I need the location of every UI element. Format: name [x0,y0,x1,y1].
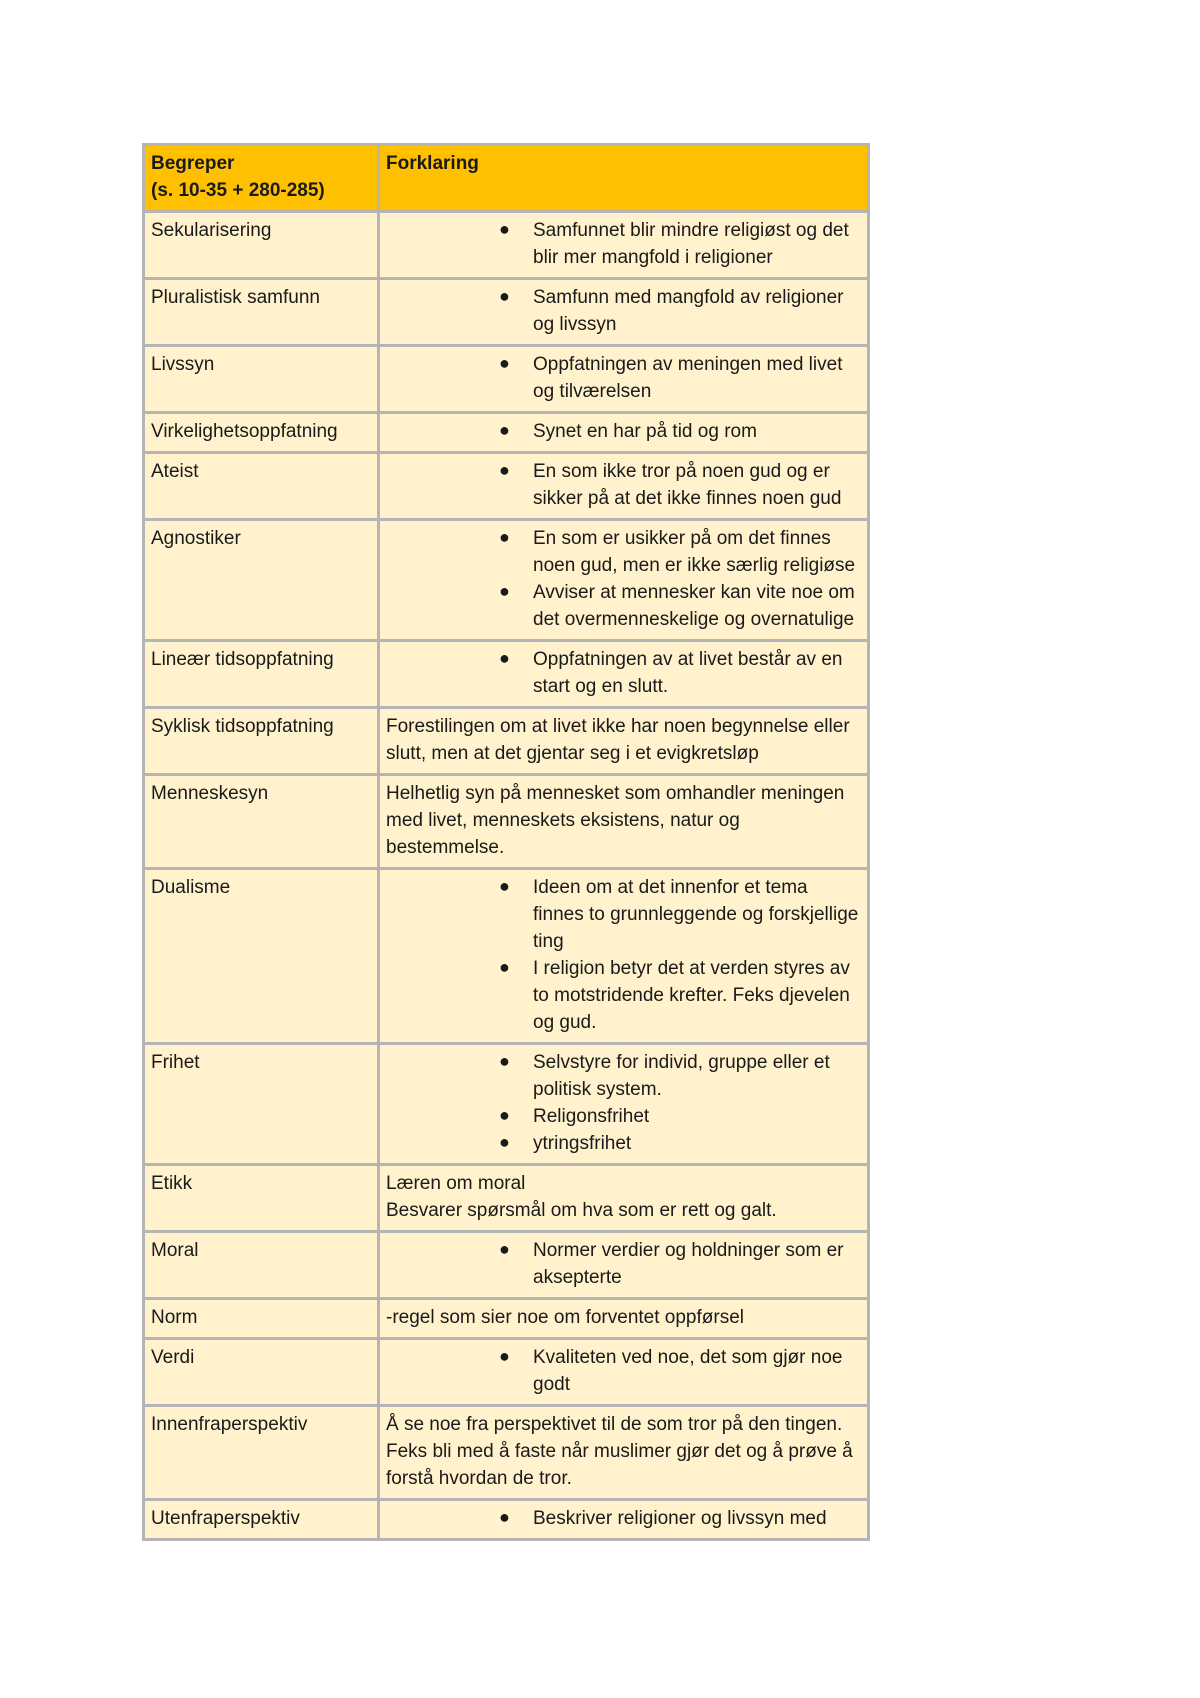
term-label: Livssyn [151,354,215,375]
term-cell [144,1339,379,1406]
bullet-list [386,1344,861,1398]
header-terms-label: Begreper [151,153,235,174]
bullet-list [386,351,861,405]
bullet-icon: ● [499,286,510,306]
term-cell [144,1299,379,1339]
term-cell [144,708,379,775]
explanation-text: Forestilingen om at livet ikke har noen begynnelse eller slutt, men at det gjentar seg i et evigkretsløp [386,716,850,764]
table-row [144,279,869,346]
table-body [144,212,869,1540]
bullet-list [386,418,861,445]
bullet-text: En som er usikker på om det finnes noen gud, men er ikke særlig religiøse [533,528,856,576]
bullet-icon: ● [499,353,510,373]
concepts-table [142,143,870,1541]
bullet-text: Selvstyre for individ, gruppe eller et politisk system. [533,1052,830,1100]
term-cell [144,1500,379,1540]
table-row [144,453,869,520]
bullet-text: Samfunn med mangfold av religioner og livssyn [533,287,844,335]
table-row [144,641,869,708]
term-label: Dualisme [151,877,231,898]
explanation-cell [379,869,869,1044]
bullet-icon: ● [499,876,510,896]
term-cell [144,453,379,520]
table-row [144,520,869,641]
bullet-item [386,579,861,633]
bullet-icon: ● [499,1239,510,1259]
term-cell [144,869,379,1044]
bullet-item [386,1049,861,1103]
bullet-text: I religion betyr det at verden styres av to motstridende krefter. Feks djevelen og gud. [533,958,850,1033]
table-row [144,708,869,775]
term-cell [144,279,379,346]
header-explanation-cell [379,145,869,212]
table-row [144,413,869,453]
explanation-cell [379,346,869,413]
bullet-text: Normer verdier og holdninger som er aksepterte [533,1240,844,1288]
table-row [144,869,869,1044]
bullet-icon: ● [499,420,510,440]
bullet-text: Synet en har på tid og rom [533,421,757,442]
explanation-text: -regel som sier noe om forventet oppførsel [386,1307,744,1328]
term-label: Verdi [151,1347,195,1368]
bullet-text: Oppfatningen av meningen med livet og tilværelsen [533,354,843,402]
bullet-item [386,525,861,579]
explanation-text: Helhetlig syn på mennesket som omhandler meningen med livet, menneskets eksistens, natur og bestemmelse. [386,783,845,858]
explanation-cell [379,1406,869,1500]
bullet-text: Samfunnet blir mindre religiøst og det blir mer mangfold i religioner [533,220,849,268]
bullet-list [386,1505,861,1532]
bullet-text: ytringsfrihet [533,1133,632,1154]
term-label: Pluralistisk samfunn [151,287,320,308]
bullet-item [386,1130,861,1157]
explanation-cell [379,520,869,641]
bullet-list [386,646,861,700]
term-label: Moral [151,1240,199,1261]
explanation-cell [379,1500,869,1540]
bullet-text: Beskriver religioner og livssyn med [533,1508,827,1529]
explanation-cell [379,212,869,279]
term-label: Utenfraperspektiv [151,1508,300,1529]
bullet-item [386,1103,861,1130]
bullet-list [386,874,861,1036]
table-row [144,1500,869,1540]
bullet-item [386,874,861,955]
bullet-icon: ● [499,1346,510,1366]
bullet-text: Avviser at mennesker kan vite noe om det overmenneskelige og overnatulige [533,582,855,630]
bullet-icon: ● [499,219,510,239]
table-row [144,1299,869,1339]
term-cell [144,641,379,708]
header-terms-cell [144,145,379,212]
bullet-icon: ● [499,1105,510,1125]
term-label: Ateist [151,461,199,482]
bullet-list [386,458,861,512]
bullet-list [386,284,861,338]
explanation-text: Å se noe fra perspektivet til de som tror på den tingen. Feks bli med å faste når muslimer gjør det og å prøve å forstå hvordan de tror. [386,1414,853,1489]
bullet-icon: ● [499,1051,510,1071]
bullet-item [386,1237,861,1291]
term-label: Innenfraperspektiv [151,1414,308,1435]
bullet-text: Oppfatningen av at livet består av en start og en slutt. [533,649,843,697]
term-label: Sekularisering [151,220,272,241]
term-label: Etikk [151,1173,193,1194]
bullet-list [386,217,861,271]
table-row [144,1232,869,1299]
term-label: Lineær tidsoppfatning [151,649,334,670]
bullet-icon: ● [499,460,510,480]
bullet-text: Religonsfrihet [533,1106,650,1127]
term-label: Syklisk tidsoppfatning [151,716,334,737]
term-cell [144,520,379,641]
explanation-cell [379,775,869,869]
table-row [144,775,869,869]
table-row [144,346,869,413]
term-label: Virkelighetsoppfatning [151,421,338,442]
bullet-icon: ● [499,1132,510,1152]
term-cell [144,1232,379,1299]
bullet-text: Ideen om at det innenfor et tema finnes to grunnleggende og forskjellige ting [533,877,859,952]
bullet-item [386,458,861,512]
header-page-ref: (s. 10-35 + 280-285) [151,180,325,201]
bullet-icon: ● [499,581,510,601]
term-cell [144,1044,379,1165]
explanation-cell [379,413,869,453]
bullet-item [386,955,861,1036]
bullet-text: Kvaliteten ved noe, det som gjør noe godt [533,1347,843,1395]
term-label: Agnostiker [151,528,241,549]
bullet-item [386,418,861,445]
explanation-cell [379,1299,869,1339]
term-cell [144,775,379,869]
header-explanation-label: Forklaring [386,153,479,174]
header-row [144,145,869,212]
bullet-icon: ● [499,648,510,668]
explanation-cell [379,641,869,708]
table-row [144,1044,869,1165]
explanation-text: Besvarer spørsmål om hva som er rett og galt. [386,1200,777,1221]
bullet-item [386,1344,861,1398]
bullet-item [386,217,861,271]
explanation-cell [379,279,869,346]
explanation-cell [379,1232,869,1299]
bullet-list [386,1237,861,1291]
bullet-list [386,1049,861,1157]
table-row [144,1339,869,1406]
bullet-icon: ● [499,1507,510,1527]
term-label: Frihet [151,1052,200,1073]
table-row [144,1165,869,1232]
bullet-item [386,1505,861,1532]
term-cell [144,346,379,413]
bullet-list [386,525,861,633]
explanation-cell [379,1044,869,1165]
bullet-icon: ● [499,957,510,977]
term-cell [144,212,379,279]
bullet-item [386,284,861,338]
term-label: Menneskesyn [151,783,269,804]
bullet-item [386,351,861,405]
bullet-text: En som ikke tror på noen gud og er sikker på at det ikke finnes noen gud [533,461,842,509]
explanation-cell [379,1165,869,1232]
explanation-text: Læren om moral [386,1173,526,1194]
table-row [144,212,869,279]
bullet-item [386,646,861,700]
bullet-icon: ● [499,527,510,547]
table-row [144,1406,869,1500]
table-header [144,145,869,212]
term-cell [144,1165,379,1232]
explanation-cell [379,1339,869,1406]
term-label: Norm [151,1307,198,1328]
term-cell [144,413,379,453]
explanation-cell [379,453,869,520]
explanation-cell [379,708,869,775]
term-cell [144,1406,379,1500]
